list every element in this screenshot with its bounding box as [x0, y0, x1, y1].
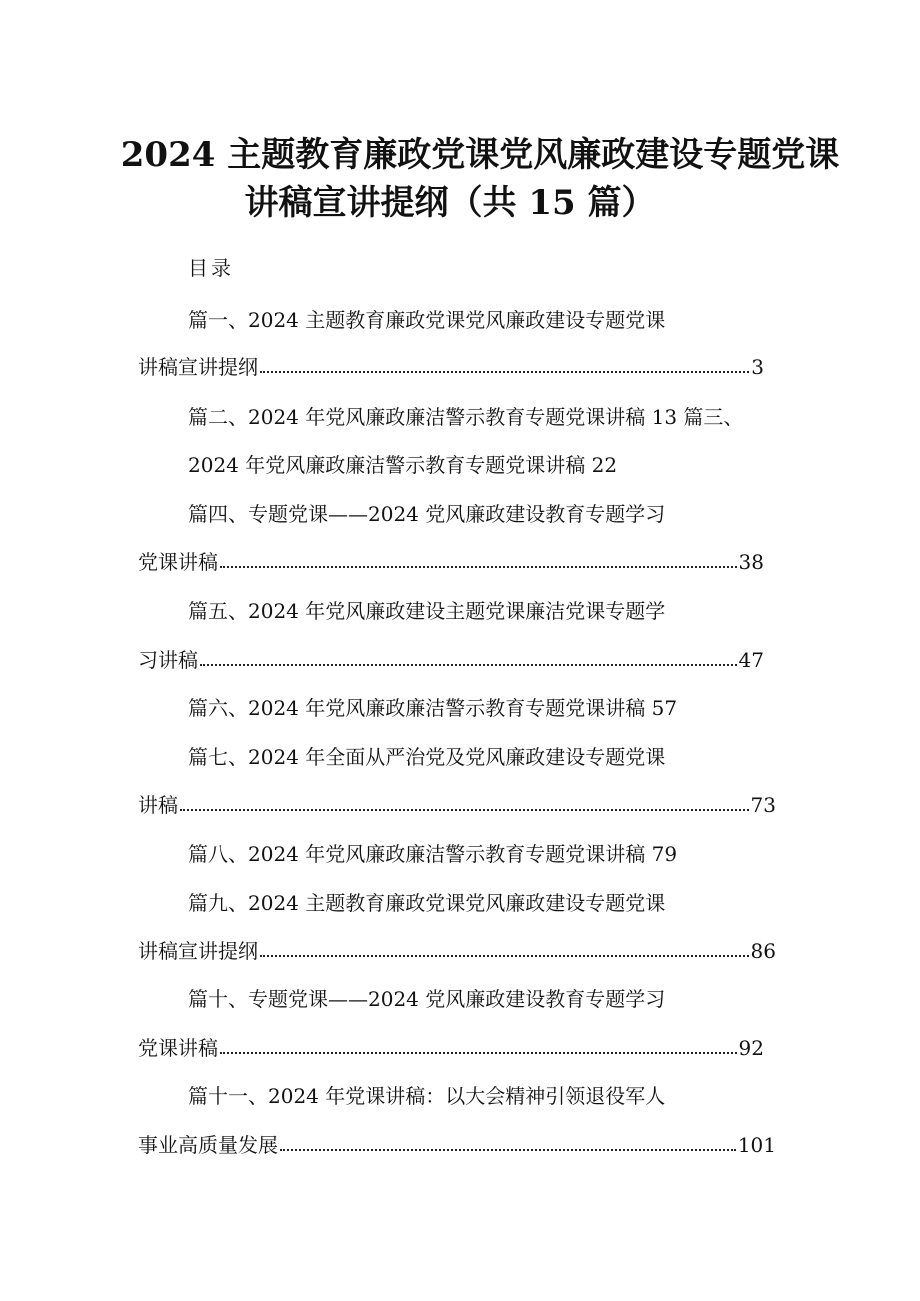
toc-entry-9-page: 92: [738, 1036, 764, 1060]
toc-entry-4-title-tail: 习讲稿: [138, 648, 198, 672]
toc-entry-6-title-tail: 讲稿: [138, 793, 178, 817]
toc-entry-10-title-tail: 事业高质量发展: [138, 1133, 278, 1157]
toc-entry-2-line-1: 篇二、2024 年党风廉政廉洁警示教育专题党课讲稿 13 篇三、: [188, 405, 744, 429]
toc-entry-8-line-2: [138, 941, 776, 961]
dot-leader: [260, 954, 749, 957]
document-title-line-1: 2024 主题教育廉政党课党风廉政建设专题党课: [120, 135, 840, 175]
dot-leader: [220, 1051, 737, 1054]
toc-heading: 目录: [188, 256, 234, 280]
toc-entry-10-line-1: 篇十一、2024 年党课讲稿：以大会精神引领退役军人: [188, 1084, 666, 1108]
toc-entry-9-title-tail: 党课讲稿: [138, 1036, 218, 1060]
toc-entry-1-line-2: [138, 357, 764, 377]
toc-entry-7-line-1: 篇八、2024 年党风廉政廉洁警示教育专题党课讲稿 79: [188, 842, 678, 866]
toc-entry-8-page: 86: [750, 939, 776, 963]
toc-entry-6-page: 73: [750, 793, 776, 817]
document-title-line-2: 讲稿宣讲提纲（共 15 篇）: [244, 183, 656, 223]
toc-entry-10-line-2: [138, 1135, 776, 1155]
toc-entry-10-page: 101: [737, 1133, 776, 1157]
dot-leader: [200, 663, 737, 666]
toc-entry-3-line-2: [138, 552, 764, 572]
toc-entry-6-line-1: 篇七、2024 年全面从严治党及党风廉政建设专题党课: [188, 745, 666, 769]
toc-entry-4-page: 47: [738, 648, 764, 672]
toc-entry-1-line-1: 篇一、2024 主题教育廉政党课党风廉政建设专题党课: [188, 308, 666, 332]
toc-entry-3-title-tail: 党课讲稿: [138, 550, 218, 574]
toc-entry-8-title-tail: 讲稿宣讲提纲: [138, 939, 258, 963]
toc-entry-5-line-1: 篇六、2024 年党风廉政廉洁警示教育专题党课讲稿 57: [188, 696, 678, 720]
dot-leader: [280, 1148, 736, 1151]
toc-entry-1-page: 3: [751, 355, 764, 379]
toc-entry-3-line-1: 篇四、专题党课——2024 党风廉政建设教育专题学习: [188, 502, 666, 526]
toc-entry-1-title-tail: 讲稿宣讲提纲: [138, 355, 258, 379]
toc-entry-2-line-2: 2024 年党风廉政廉洁警示教育专题党课讲稿 22: [188, 453, 618, 477]
dot-leader: [220, 565, 737, 568]
toc-entry-9-line-2: [138, 1038, 764, 1058]
toc-entry-4-line-2: [138, 650, 764, 670]
toc-entry-9-line-1: 篇十、专题党课——2024 党风廉政建设教育专题学习: [188, 987, 666, 1011]
toc-entry-4-line-1: 篇五、2024 年党风廉政建设主题党课廉洁党课专题学: [188, 599, 666, 623]
toc-entry-3-page: 38: [738, 550, 764, 574]
dot-leader: [180, 808, 749, 811]
toc-entry-8-line-1: 篇九、2024 主题教育廉政党课党风廉政建设专题党课: [188, 891, 666, 915]
toc-entry-6-line-2: [138, 795, 776, 815]
dot-leader: [260, 370, 749, 373]
